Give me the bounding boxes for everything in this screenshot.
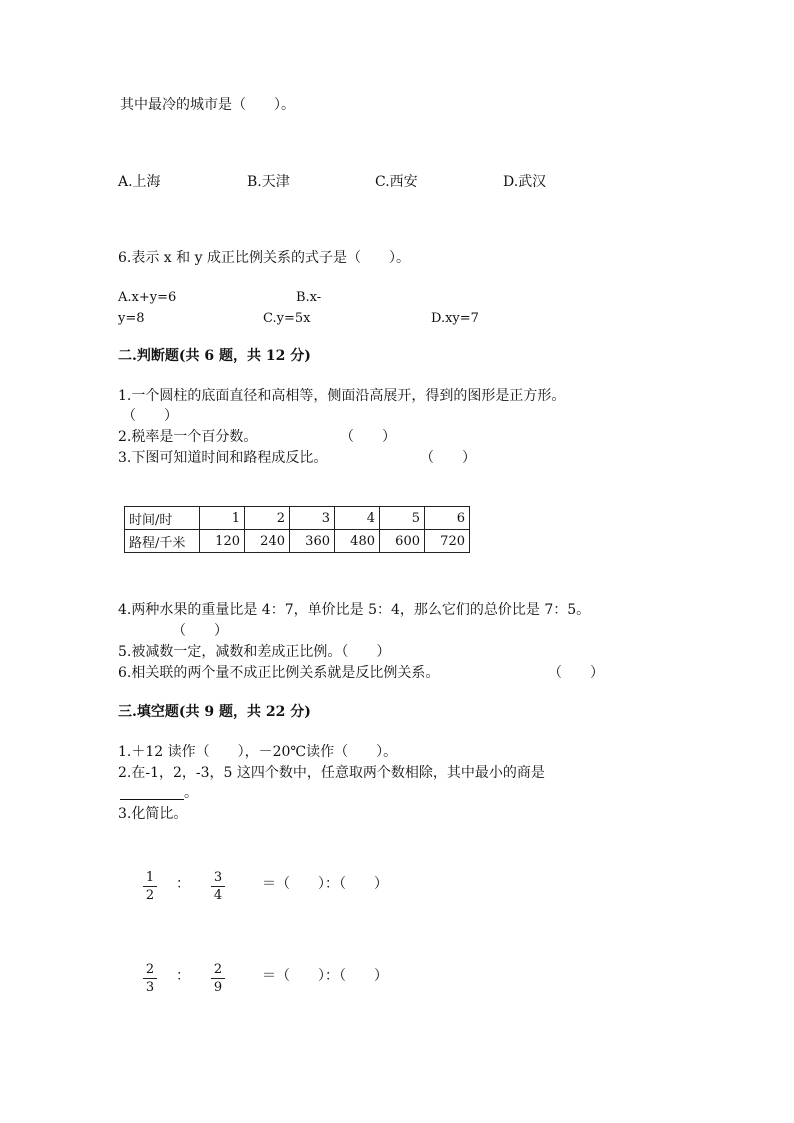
ratio-2-answer[interactable]: ＝（ ）：（ ） (262, 968, 388, 984)
fraction-2-9 (211, 963, 225, 994)
q6-option-c[interactable]: C.y=5x (263, 311, 311, 326)
s2-q5-text: 5.被减数一定，减数和差成正比例。（ ） (118, 644, 391, 660)
s3-q1-text: 1.＋12 读作（ ），－20℃读作（ ）。 (118, 744, 398, 760)
ratio-colon: ： (176, 876, 190, 892)
q6-option-a[interactable]: A.x+y=6 (118, 290, 177, 305)
s3-q2-blank[interactable] (120, 799, 184, 800)
q6-stem: 6.表示 x 和 y 成正比例关系的式子是（ ）。 (118, 250, 410, 266)
s2-q2-text: 2.税率是一个百分数。 (118, 429, 258, 445)
ratio-1-answer[interactable]: ＝（ ）：（ ） (262, 876, 388, 892)
row-label-time: 时间/时 (125, 507, 200, 530)
table-cell: 3 (290, 507, 335, 530)
denominator: 9 (213, 980, 223, 995)
q6-option-b[interactable]: B.x- (296, 290, 322, 305)
s2-q1-text: 1.一个圆柱的底面直径和高相等，侧面沿高展开，得到的图形是正方形。 (118, 388, 566, 404)
table-cell: 600 (380, 530, 425, 553)
q6-option-d[interactable]: D.xy=7 (431, 311, 479, 326)
table-row-distance (125, 530, 470, 553)
table-cell: 5 (380, 507, 425, 530)
fraction-1-2 (143, 871, 157, 902)
fraction-2-3 (143, 963, 157, 994)
s2-q1-paren[interactable]: （ ） (122, 408, 178, 424)
ratio-colon: ： (176, 968, 190, 984)
table-cell: 2 (245, 507, 290, 530)
numerator: 3 (213, 870, 223, 885)
s2-q6-text: 6.相关联的两个量不成正比例关系就是反比例关系。 (118, 665, 440, 681)
numerator: 2 (213, 962, 223, 977)
numerator: 2 (145, 962, 155, 977)
table-cell: 360 (290, 530, 335, 553)
s2-q3-text: 3.下图可知道时间和路程成反比。 (118, 450, 328, 466)
s2-q4-text: 4.两种水果的重量比是 4：7，单价比是 5：4，那么它们的总价比是 7：5。 (118, 602, 591, 618)
table-cell: 480 (335, 530, 380, 553)
table-cell: 240 (245, 530, 290, 553)
denominator: 4 (213, 888, 223, 903)
table-cell: 6 (425, 507, 470, 530)
s3-q2-end: 。 (184, 785, 198, 801)
fraction-bar (143, 978, 157, 979)
row-label-distance: 路程/千米 (125, 530, 200, 553)
fraction-bar (143, 886, 157, 887)
s2-q6-paren[interactable]: （ ） (548, 665, 604, 681)
table-cell: 4 (335, 507, 380, 530)
q6-option-b-cont[interactable]: y=8 (118, 311, 145, 326)
fraction-3-4 (211, 871, 225, 902)
numerator: 1 (145, 870, 155, 885)
time-distance-table (124, 506, 470, 553)
section2-heading: 二.判断题(共 6 题，共 12 分) (118, 348, 311, 364)
denominator: 3 (145, 980, 155, 995)
q5-option-c[interactable]: C.西安 (375, 174, 418, 190)
s3-q3-text: 3.化简比。 (118, 806, 188, 822)
section3-heading: 三.填空题(共 9 题，共 22 分) (118, 704, 311, 720)
s2-q3-paren[interactable]: （ ） (420, 450, 476, 466)
fraction-bar (211, 978, 225, 979)
table-cell: 120 (200, 530, 245, 553)
table-cell: 720 (425, 530, 470, 553)
q5-stem-tail: 其中最冷的城市是（ ）。 (120, 97, 295, 113)
s2-q2-paren[interactable]: （ ） (340, 429, 396, 445)
table-row-time (125, 507, 470, 530)
q5-option-a[interactable]: A.上海 (118, 174, 161, 190)
fraction-bar (211, 886, 225, 887)
table-cell: 1 (200, 507, 245, 530)
s2-q4-paren[interactable]: （ ） (172, 623, 228, 639)
s3-q2-text: 2.在-1，2，-3，5 这四个数中，任意取两个数相除，其中最小的商是 (118, 765, 545, 781)
denominator: 2 (145, 888, 155, 903)
q5-option-d[interactable]: D.武汉 (503, 174, 547, 190)
q5-option-b[interactable]: B.天津 (247, 174, 290, 190)
